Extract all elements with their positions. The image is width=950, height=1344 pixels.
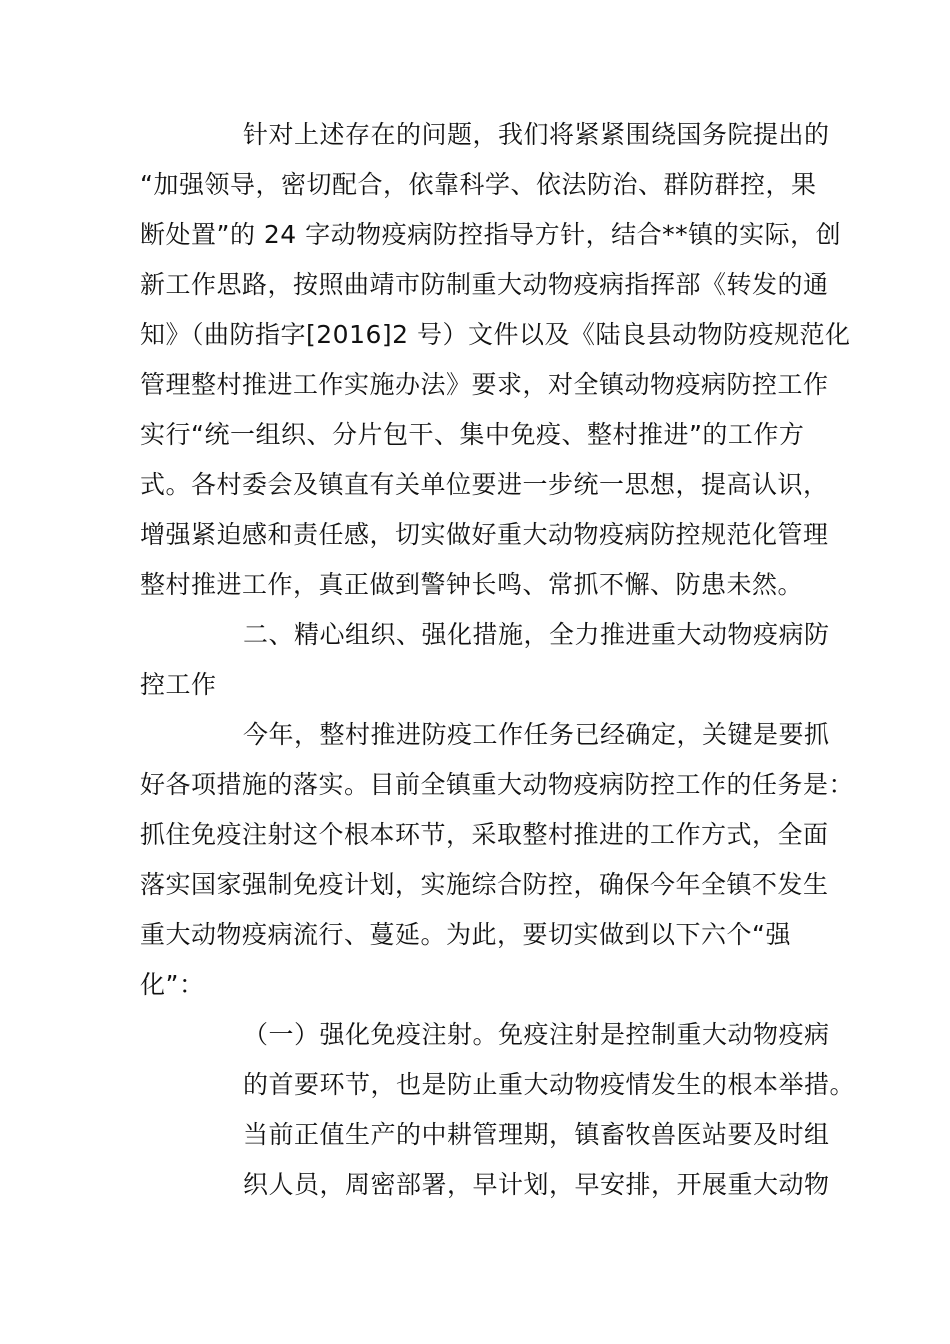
paragraph-1-line-2: “加强领导，密切配合，依靠科学、依法防治、群防群控，果 xyxy=(140,170,817,199)
section-heading-line-1: 二、精心组织、强化措施，全力推进重大动物疫病防 xyxy=(243,620,830,649)
paragraph-1-line-9: 增强紧迫感和责任感，切实做好重大动物疫病防控规范化管理 xyxy=(140,520,829,549)
paragraph-3-line-1: （一）强化免疫注射。免疫注射是控制重大动物疫病 xyxy=(243,1020,830,1049)
paragraph-2-line-5: 重大动物疫病流行、蔓延。为此，要切实做到以下六个“强 xyxy=(140,920,791,949)
paragraph-1-line-3: 断处置”的 24 字动物疫病防控指导方针，结合**镇的实际，创 xyxy=(140,220,842,249)
paragraph-1-line-10: 整村推进工作，真正做到警钟长鸣、常抓不懈、防患未然。 xyxy=(140,570,804,599)
paragraph-3-line-3: 当前正值生产的中耕管理期，镇畜牧兽医站要及时组 xyxy=(243,1120,830,1149)
paragraph-1-line-1: 针对上述存在的问题，我们将紧紧围绕国务院提出的 xyxy=(243,120,830,149)
paragraph-1-line-4: 新工作思路，按照曲靖市防制重大动物疫病指挥部《转发的通 xyxy=(140,270,829,299)
paragraph-1-line-7: 实行“统一组织、分片包干、集中免疫、整村推进”的工作方 xyxy=(140,420,805,449)
section-heading-line-2: 控工作 xyxy=(140,670,217,699)
paragraph-1-line-5: 知》（曲防指字[2016]2 号）文件以及《陆良县动物防疫规范化 xyxy=(140,320,851,349)
paragraph-3-line-4: 织人员，周密部署，早计划，早安排，开展重大动物 xyxy=(243,1170,830,1199)
paragraph-2-line-4: 落实国家强制免疫计划，实施综合防控，确保今年全镇不发生 xyxy=(140,870,829,899)
paragraph-3-line-2: 的首要环节，也是防止重大动物疫情发生的根本举措。 xyxy=(243,1070,856,1099)
paragraph-1-line-8: 式。各村委会及镇直有关单位要进一步统一思想，提高认识， xyxy=(140,470,829,499)
paragraph-1-line-6: 管理整村推进工作实施办法》要求，对全镇动物疫病防控工作 xyxy=(140,370,829,399)
paragraph-2-line-1: 今年，整村推进防疫工作任务已经确定，关键是要抓 xyxy=(243,720,830,749)
paragraph-2-line-3: 抓住免疫注射这个根本环节，采取整村推进的工作方式，全面 xyxy=(140,820,829,849)
paragraph-2-line-6: 化”： xyxy=(140,970,205,999)
paragraph-2-line-2: 好各项措施的落实。目前全镇重大动物疫病防控工作的任务是： xyxy=(140,770,855,799)
